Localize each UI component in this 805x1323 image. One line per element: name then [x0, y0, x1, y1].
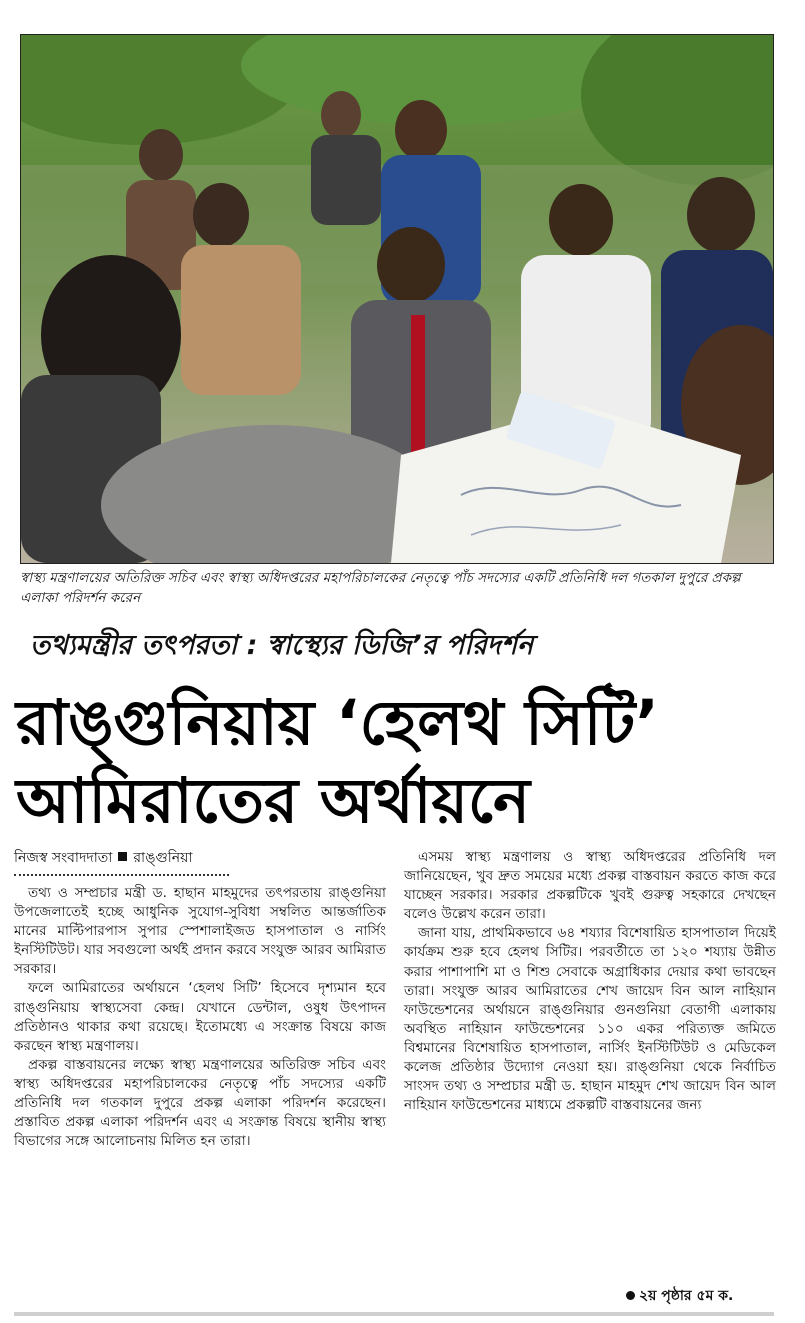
photo-caption: স্বাস্থ্য মন্ত্রণালয়ের অতিরিক্ত সচিব এবং স্বাস্থ্য অধিদপ্তরের মহাপরিচালকের নেতৃত্বে পাঁচ সদস্যের একটি প্রতিনিধি দল গতকাল দুপুরে প্রকল্প এলাকা পরিদর্শন করেন	[20, 570, 741, 606]
article-paragraph: ফলে আমিরাতের অর্থায়নে ‘হেলথ সিটি’ হিসেবে দৃশ্যমান হবে রাঙ্গুনিয়ায় স্বাস্থ্যসেবা কেন্দ্র। যেখানে ডেন্টাল, ওষুধ উৎপাদন প্রতিষ্ঠানও থাকার কথা রয়েছে। ইতোমধ্যে এ সংক্রান্ত বিষয়ে কাজ করছেন স্বাস্থ্য মন্ত্রণালয়।	[14, 980, 386, 1054]
headline-line-1: রাঙ্গুনিয়ায় ‘হেলথ সিটি’	[16, 686, 659, 759]
square-bullet-icon	[118, 852, 127, 861]
headline-line-2: আমিরাতের অর্থায়নে	[16, 764, 530, 837]
article-paragraph: জানা যায়, প্রাথমিকভাবে ৬৪ শয্যার বিশেষায়িত হাসপাতাল দিয়েই কার্যক্রম শুরু হবে হেলথ সিটির। পরবর্তীতে তা ১২০ শয্যায় উন্নীত করার পাশাপাশি মা ও শিশু সেবাকে অগ্রাধিকার দেয়ার কথা ভাবছেন তারা। সংযুক্ত আরব আমিরাতের শেখ জায়েদ বিন আল নাহিয়ান ফাউন্ডেশনের অর্থায়নে রাঙ্গুনিয়ার গুনগুনিয়া বেতাগী এলাকায় অবস্থিত নাহিয়ান ফাউন্ডেশনের ১১০ একর পরিত্যক্ত জমিতে বিশ্বমানের বিশেষায়িত হাসপাতাল, নার্সিং ইনস্টিটিউট ও মেডিকেল কলেজ প্রতিষ্ঠার উদ্যোগ নেওয়া হয়। রাঙ্গুনিয়া থেকে নির্বাচিত সাংসদ তথ্য ও সম্প্রচার মন্ত্রী ড. হাছান মাহমুদ শেখ জায়েদ বিন আল নাহিয়ান ফাউন্ডেশনের মাধ্যমে প্রকল্পটি বাস্তবায়নের জন্য	[404, 925, 776, 1114]
kicker-headline: তথ্যমন্ত্রীর তৎপরতা : স্বাস্থ্যের ডিজি’র পরিদর্শন	[30, 630, 534, 661]
dotted-divider	[14, 874, 229, 876]
byline	[14, 848, 386, 868]
bottom-divider	[14, 1312, 774, 1316]
main-headline	[16, 684, 786, 840]
photo-illustration	[21, 35, 773, 563]
byline-reporter: নিজস্ব সংবাদদাতা	[14, 850, 113, 866]
continuation-note	[626, 1284, 733, 1308]
continuation-text: ২য় পৃষ্ঠার ৫ম ক.	[639, 1288, 734, 1304]
article-paragraph: প্রকল্প বাস্তবায়নের লক্ষ্যে স্বাস্থ্য মন্ত্রণালয়ের অতিরিক্ত সচিব এবং স্বাস্থ্য অধিদপ্তরের মহাপরিচালকের নেতৃত্বে পাঁচ সদস্যের একটি প্রতিনিধি দল গতকাল দুপুরে প্রকল্প এলাকা পরিদর্শন করেছেন। প্রস্তাবিত প্রকল্প এলাকা পরিদর্শন এবং এ সংক্রান্ত বিষয়ে স্থানীয় স্বাস্থ্য বিভাগের সঙ্গে আলোচনায় মিলিত হন তারা।	[14, 1056, 386, 1150]
article-column-right	[404, 848, 776, 1115]
article-paragraph: এসময় স্বাস্থ্য মন্ত্রণালয় ও স্বাস্থ্য অধিদপ্তরের প্রতিনিধি দল জানিয়েছেন, খুব দ্রুত সময়ের মধ্যে প্রকল্প বাস্তবায়ন করতে কাজ করে যাচ্ছেন সরকার। সরকার প্রকল্পটিকে খুবই গুরুত্ব সহকারে দেখছেন বলেও উল্লেখ করেন তারা।	[404, 849, 776, 923]
article-paragraph: তথ্য ও সম্প্রচার মন্ত্রী ড. হাছান মাহমুদের তৎপরতায় রাঙ্গুনিয়া উপজেলাতেই হচ্ছে আধুনিক সুযোগ-সুবিধা সম্বলিত আন্তর্জাতিক মানের মাল্টিপারপাস সুপার স্পেশালাইজড হাসপাতাল ও নার্সিং ইনস্টিটিউট। যার সবগুলো অর্থই প্রদান করবে সংযুক্ত আরব আমিরাত সরকার।	[14, 885, 386, 978]
article-column-left	[14, 848, 386, 1151]
byline-location: রাঙ্গুনিয়া	[133, 850, 193, 866]
news-photo	[20, 34, 774, 564]
bullet-icon	[626, 1291, 635, 1300]
